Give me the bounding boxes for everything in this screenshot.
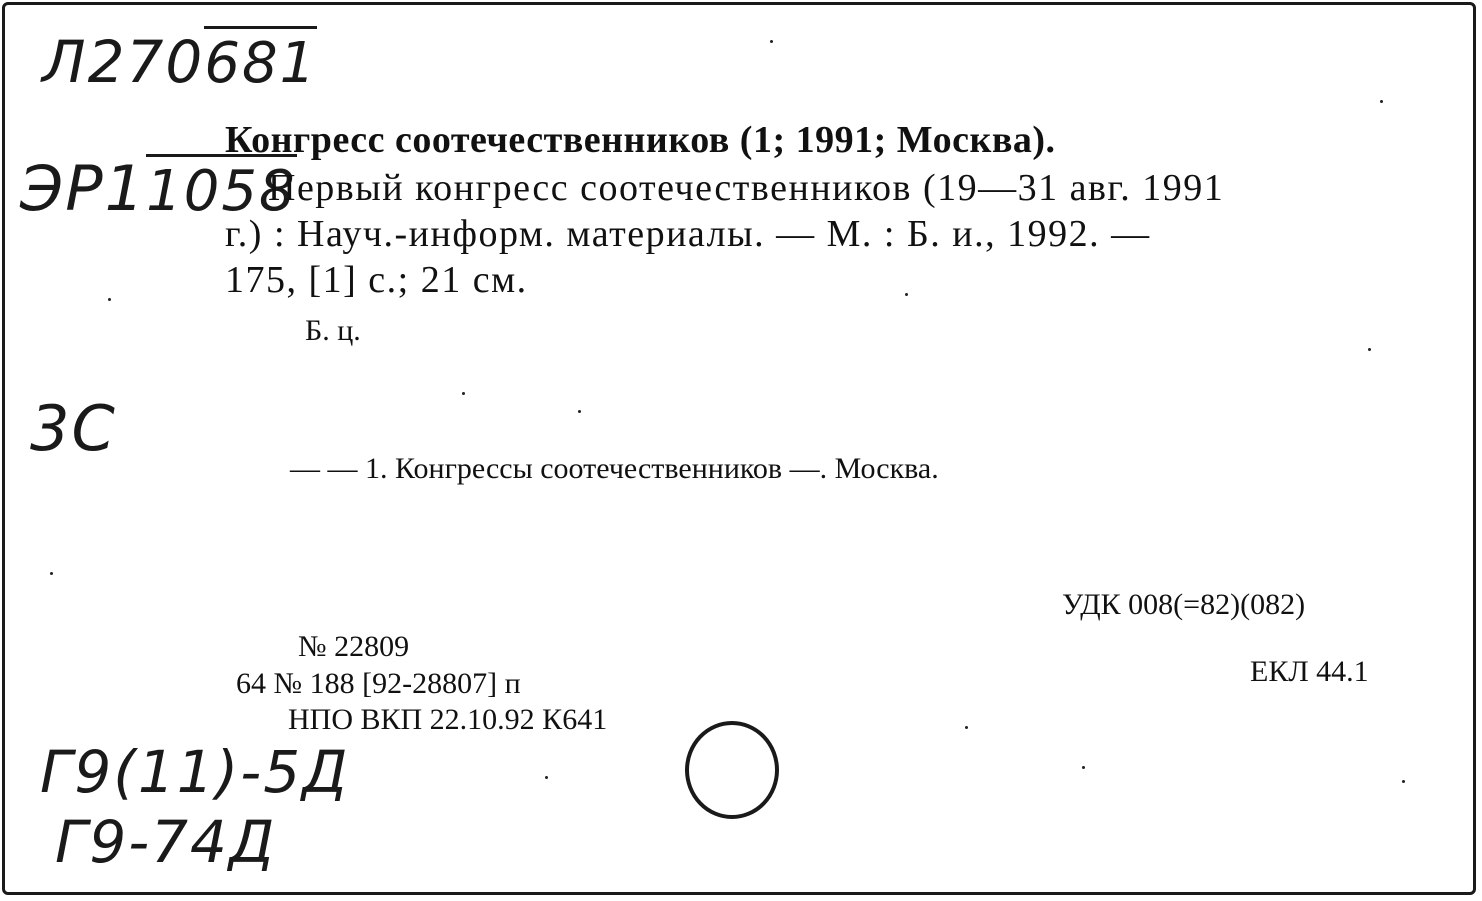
record-title-line2: г.) : Науч.-информ. материалы. — М. : Б. и., 1992. — xyxy=(225,213,1151,255)
handwritten-bottom-line2: Г9-74Д xyxy=(55,808,277,876)
scan-speck xyxy=(108,298,111,301)
handwritten-top-code xyxy=(42,28,317,96)
scan-speck xyxy=(905,293,908,296)
record-title-line3: 175, [1] с.; 21 см. xyxy=(225,259,528,301)
record-heading: Конгресс соотечественников (1; 1991; Москва). xyxy=(225,119,1056,161)
scan-speck xyxy=(1082,766,1085,769)
record-ekl: ЕКЛ 44.1 xyxy=(1250,655,1369,688)
record-price: Б. ц. xyxy=(305,314,361,347)
handwritten-second-code-suffix: 1058 xyxy=(146,154,297,224)
handwritten-bottom-line1: Г9(11)-5Д xyxy=(40,738,350,806)
record-subject: — — 1. Конгрессы соотечественников —. Москва. xyxy=(290,452,939,485)
drawn-circle-mark xyxy=(680,718,784,822)
record-title-line1: Первый конгресс соотечественников (19—31 авг. 1991 xyxy=(268,167,1225,209)
record-number: № 22809 xyxy=(298,630,410,663)
scan-speck xyxy=(770,40,773,43)
scan-speck xyxy=(965,726,968,729)
scan-speck xyxy=(578,410,581,413)
scan-speck xyxy=(1380,100,1383,103)
scan-speck xyxy=(1402,780,1405,783)
handwritten-top-code-prefix: Л270 xyxy=(42,28,205,96)
scan-speck xyxy=(50,572,53,575)
handwritten-second-code-prefix: ЭР1 xyxy=(20,152,147,225)
scan-speck xyxy=(545,776,548,779)
scan-speck xyxy=(1368,348,1371,351)
handwritten-top-code-suffix: 681 xyxy=(204,26,317,96)
handwritten-section-mark: 3C xyxy=(30,392,117,465)
record-udk: УДК 008(=82)(082) xyxy=(1062,588,1306,621)
record-order: 64 № 188 [92-28807] п xyxy=(236,667,521,700)
scan-speck xyxy=(462,392,465,395)
record-npo: НПО ВКП 22.10.92 К641 xyxy=(288,703,608,736)
